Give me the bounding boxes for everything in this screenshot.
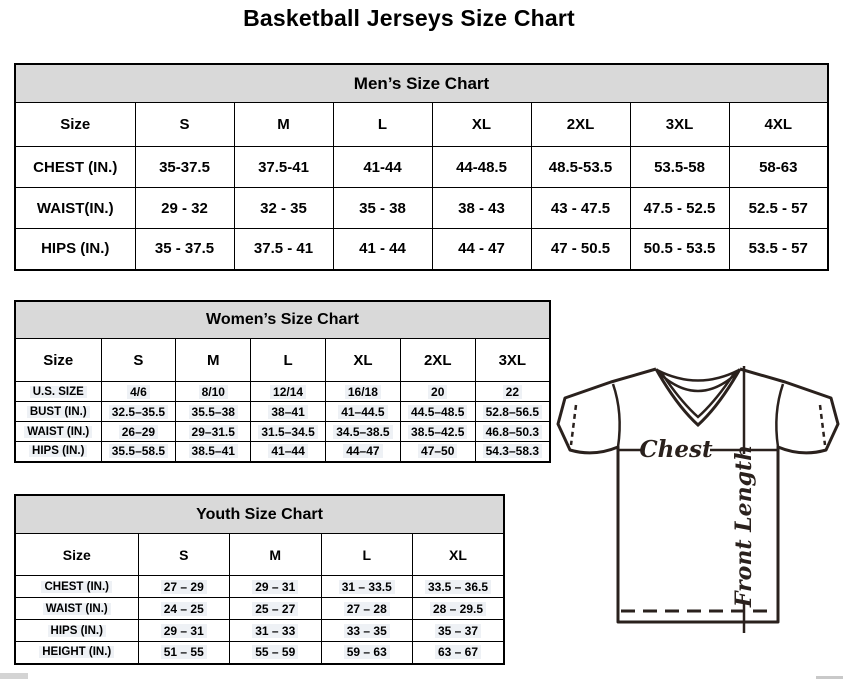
- size-value: 38–41: [268, 405, 307, 419]
- size-cell: 47 - 50.5: [531, 229, 630, 270]
- size-cell: 38 - 43: [432, 188, 531, 229]
- size-cell: [251, 422, 326, 442]
- size-cell: 32 - 35: [234, 188, 333, 229]
- jersey-measurement-diagram: [556, 361, 843, 653]
- row-label: [15, 382, 101, 402]
- size-cell: [325, 402, 400, 422]
- col-header: Size: [15, 339, 101, 382]
- size-cell: [251, 382, 326, 402]
- row-label: [15, 642, 138, 664]
- size-cell: [321, 598, 413, 620]
- size-cell: 35 - 38: [333, 188, 432, 229]
- size-value: 26–29: [119, 425, 158, 439]
- row-label-text: WAIST (IN.): [43, 603, 111, 615]
- table-row: [15, 382, 550, 402]
- size-cell: [138, 642, 230, 664]
- size-cell: [325, 382, 400, 402]
- scrollbar-fragment-left[interactable]: [0, 673, 28, 679]
- size-cell: [475, 402, 550, 422]
- table-row: [15, 229, 828, 270]
- table-row: [15, 620, 504, 642]
- size-value: 59 – 63: [344, 645, 390, 659]
- size-cell: [176, 422, 251, 442]
- size-value: 44–47: [343, 444, 382, 458]
- size-value: 16/18: [345, 385, 381, 399]
- size-cell: 43 - 47.5: [531, 188, 630, 229]
- size-value: 51 – 55: [161, 645, 207, 659]
- size-value: 24 – 25: [161, 602, 207, 616]
- mens-size-table: [14, 63, 829, 271]
- table-row: [15, 576, 504, 598]
- table-row: [15, 339, 550, 382]
- size-cell: [101, 382, 176, 402]
- size-cell: [413, 642, 505, 664]
- col-header: 2XL: [531, 103, 630, 147]
- size-cell: [230, 642, 322, 664]
- page-title: Basketball Jerseys Size Chart: [243, 5, 575, 31]
- mens-table-title: Men’s Size Chart: [15, 64, 828, 103]
- table-row: [15, 402, 550, 422]
- col-header: S: [101, 339, 176, 382]
- size-value: 31 – 33.5: [339, 580, 395, 594]
- womens-table-title: Women’s Size Chart: [15, 301, 550, 339]
- col-header: 3XL: [630, 103, 729, 147]
- col-header: XL: [325, 339, 400, 382]
- size-cell: [400, 422, 475, 442]
- col-header: XL: [413, 534, 505, 576]
- row-label-text: CHEST (IN.): [41, 581, 112, 593]
- size-cell: [413, 620, 505, 642]
- size-value: 32.5–35.5: [109, 405, 168, 419]
- size-cell: [321, 620, 413, 642]
- table-row: [15, 422, 550, 442]
- table-row: [15, 598, 504, 620]
- col-header: 3XL: [475, 339, 550, 382]
- size-value: 41–44.5: [338, 405, 387, 419]
- table-row: [15, 534, 504, 576]
- size-value: 63 – 67: [435, 645, 481, 659]
- row-label: [15, 422, 101, 442]
- row-label: [15, 598, 138, 620]
- size-value: 27 – 29: [161, 580, 207, 594]
- size-cell: [325, 442, 400, 462]
- size-cell: 37.5-41: [234, 147, 333, 188]
- size-cell: [475, 422, 550, 442]
- size-value: 34.5–38.5: [333, 425, 392, 439]
- size-cell: [321, 642, 413, 664]
- size-value: 28 – 29.5: [430, 602, 486, 616]
- size-cell: [413, 598, 505, 620]
- size-value: 31.5–34.5: [258, 425, 317, 439]
- size-cell: [400, 442, 475, 462]
- size-value: 22: [503, 385, 522, 399]
- size-cell: 52.5 - 57: [729, 188, 828, 229]
- size-value: 35 – 37: [435, 624, 481, 638]
- table-row: [15, 301, 550, 339]
- size-value: 52.8–56.5: [483, 405, 542, 419]
- col-header: M: [234, 103, 333, 147]
- size-value: 29 – 31: [252, 580, 298, 594]
- col-header: L: [251, 339, 326, 382]
- size-cell: [251, 402, 326, 422]
- size-cell: 53.5-58: [630, 147, 729, 188]
- youth-table-title: Youth Size Chart: [15, 495, 504, 534]
- size-value: 44.5–48.5: [408, 405, 467, 419]
- size-value: 54.3–58.3: [483, 444, 542, 458]
- row-label: [15, 576, 138, 598]
- size-value: 55 – 59: [252, 645, 298, 659]
- size-cell: [101, 402, 176, 422]
- size-value: 41–44: [268, 444, 307, 458]
- row-label: CHEST (IN.): [15, 147, 135, 188]
- womens-size-table: [14, 300, 551, 463]
- row-label-text: HEIGHT (IN.): [39, 646, 114, 658]
- size-cell: [176, 442, 251, 462]
- size-value: 46.8–50.3: [483, 425, 542, 439]
- col-header: Size: [15, 103, 135, 147]
- col-header: 2XL: [400, 339, 475, 382]
- row-label-text: BUST (IN.): [27, 406, 90, 418]
- row-label: [15, 402, 101, 422]
- size-value: 38.5–41: [189, 444, 238, 458]
- size-cell: 44 - 47: [432, 229, 531, 270]
- size-cell: [101, 442, 176, 462]
- col-header: Size: [15, 534, 138, 576]
- size-cell: [475, 442, 550, 462]
- size-cell: [321, 576, 413, 598]
- chest-label: Chest: [639, 436, 713, 463]
- table-row: [15, 642, 504, 664]
- size-cell: [413, 576, 505, 598]
- size-value: 29–31.5: [189, 425, 238, 439]
- col-header: S: [135, 103, 234, 147]
- size-value: 47–50: [418, 444, 457, 458]
- size-value: 27 – 28: [344, 602, 390, 616]
- row-label-text: HIPS (IN.): [48, 625, 106, 637]
- size-value: 33 – 35: [344, 624, 390, 638]
- jersey-outline-shape: [558, 369, 838, 622]
- col-header: S: [138, 534, 230, 576]
- size-cell: 35 - 37.5: [135, 229, 234, 270]
- row-label-text: HIPS (IN.): [29, 445, 87, 457]
- size-cell: [176, 382, 251, 402]
- size-cell: 53.5 - 57: [729, 229, 828, 270]
- table-row: [15, 147, 828, 188]
- size-cell: [230, 598, 322, 620]
- size-value: 35.5–58.5: [109, 444, 168, 458]
- size-value: 20: [428, 385, 447, 399]
- size-cell: [138, 620, 230, 642]
- size-cell: 41 - 44: [333, 229, 432, 270]
- size-cell: 35-37.5: [135, 147, 234, 188]
- size-cell: 47.5 - 52.5: [630, 188, 729, 229]
- col-header: L: [321, 534, 413, 576]
- size-cell: [138, 576, 230, 598]
- row-label: [15, 620, 138, 642]
- size-value: 8/10: [199, 385, 228, 399]
- size-cell: [251, 442, 326, 462]
- size-cell: [325, 422, 400, 442]
- col-header: L: [333, 103, 432, 147]
- size-cell: [230, 576, 322, 598]
- size-cell: [138, 598, 230, 620]
- row-label: WAIST(IN.): [15, 188, 135, 229]
- row-label: HIPS (IN.): [15, 229, 135, 270]
- size-cell: [176, 402, 251, 422]
- col-header: 4XL: [729, 103, 828, 147]
- row-label-text: U.S. SIZE: [30, 386, 87, 398]
- size-cell: [475, 382, 550, 402]
- size-value: 33.5 – 36.5: [425, 580, 491, 594]
- size-cell: [400, 402, 475, 422]
- row-label: [15, 442, 101, 462]
- col-header: M: [176, 339, 251, 382]
- col-header: XL: [432, 103, 531, 147]
- size-cell: 58-63: [729, 147, 828, 188]
- size-cell: 48.5-53.5: [531, 147, 630, 188]
- size-value: 12/14: [270, 385, 306, 399]
- size-value: 31 – 33: [252, 624, 298, 638]
- size-cell: [101, 422, 176, 442]
- youth-size-table: [14, 494, 505, 665]
- front-length-label: Front Length: [731, 444, 757, 608]
- col-header: M: [230, 534, 322, 576]
- size-value: 29 – 31: [161, 624, 207, 638]
- size-cell: [400, 382, 475, 402]
- size-cell: 37.5 - 41: [234, 229, 333, 270]
- size-cell: 50.5 - 53.5: [630, 229, 729, 270]
- size-value: 35.5–38: [189, 405, 238, 419]
- size-value: 38.5–42.5: [408, 425, 467, 439]
- table-row: [15, 103, 828, 147]
- table-row: [15, 64, 828, 103]
- size-value: 4/6: [127, 385, 150, 399]
- size-cell: [230, 620, 322, 642]
- table-row: [15, 188, 828, 229]
- size-value: 25 – 27: [252, 602, 298, 616]
- size-cell: 29 - 32: [135, 188, 234, 229]
- table-row: [15, 495, 504, 534]
- table-row: [15, 442, 550, 462]
- size-cell: 41-44: [333, 147, 432, 188]
- size-cell: 44-48.5: [432, 147, 531, 188]
- row-label-text: WAIST (IN.): [24, 426, 92, 438]
